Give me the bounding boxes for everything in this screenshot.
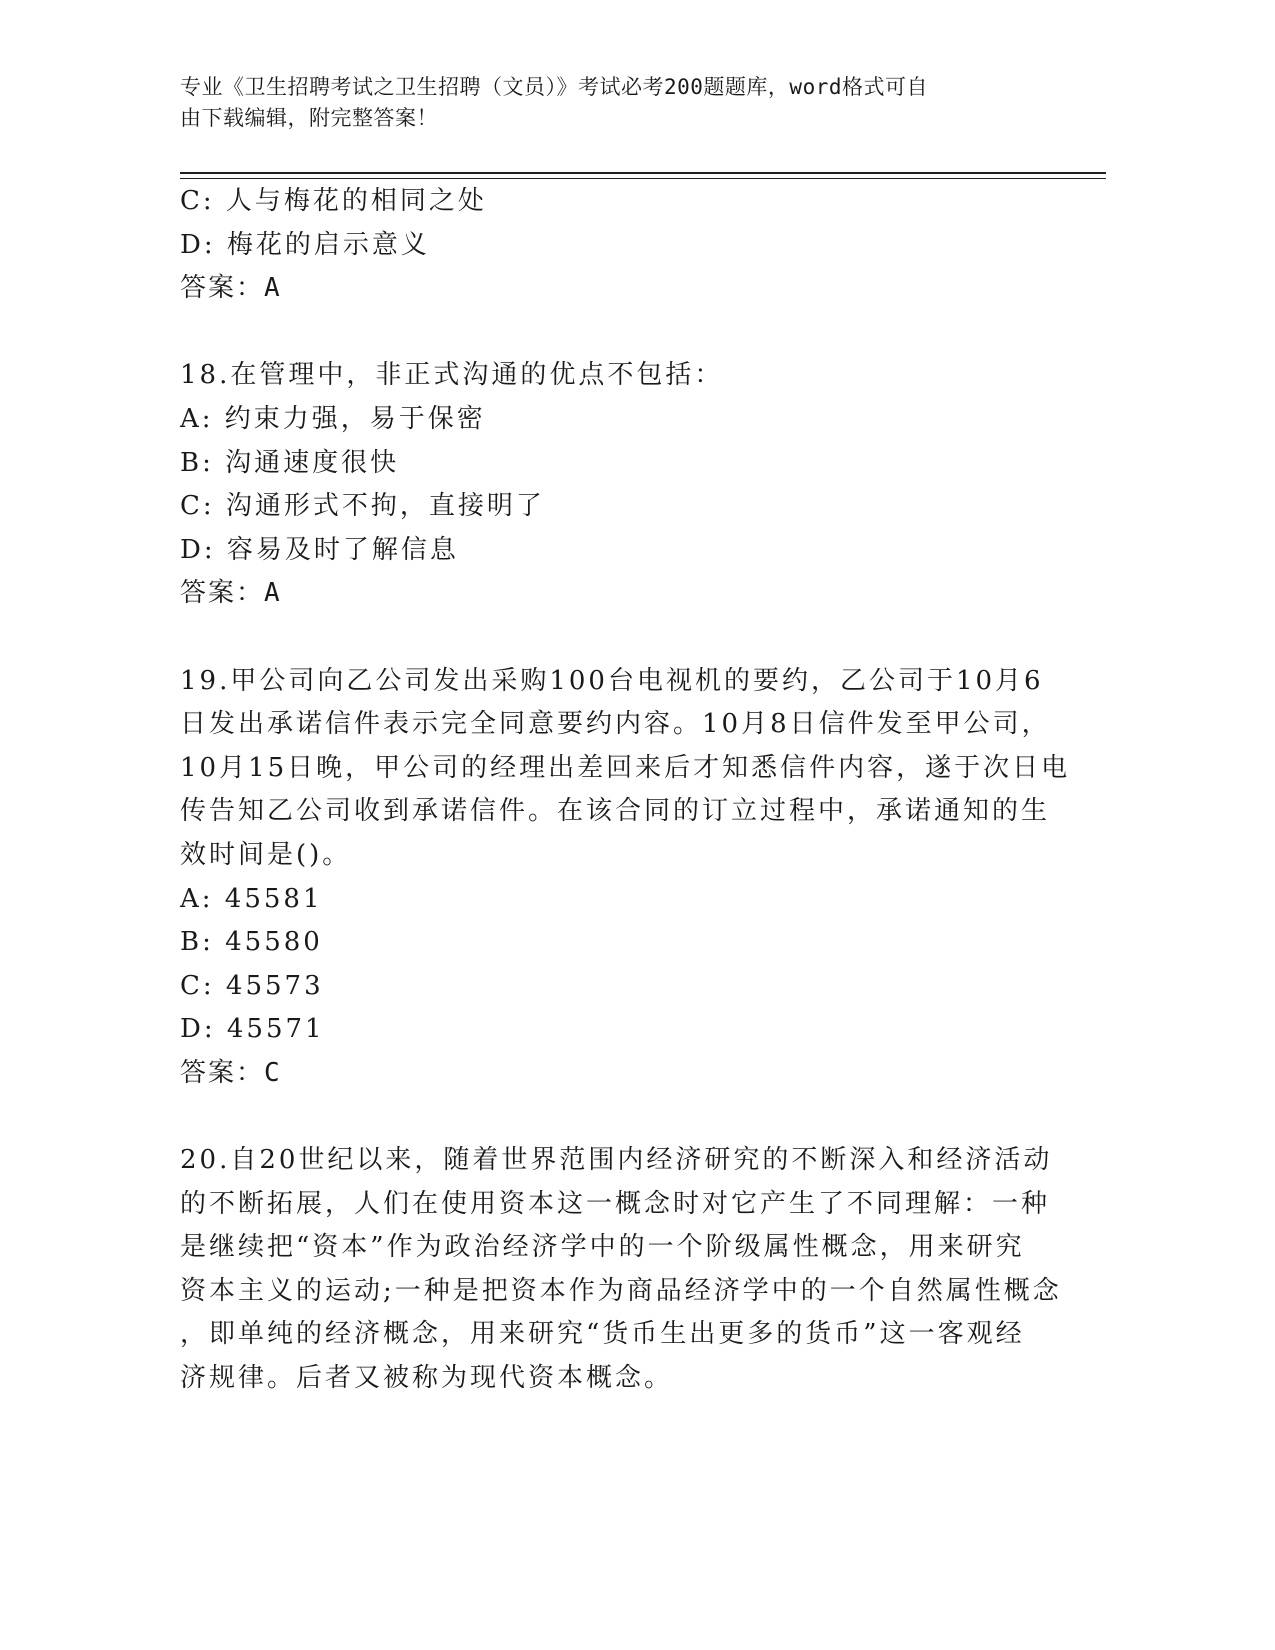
question-text: 18.在管理中，非正式沟通的优点不包括： (180, 360, 724, 391)
question-17-tail (180, 180, 1060, 311)
question-text-line: 10月15日晚，甲公司的经理出差回来后才知悉信件内容，遂于次日电 (180, 752, 1071, 783)
header-divider-thick (180, 172, 1106, 174)
option-b: B: 45580 (180, 927, 323, 958)
option-c: C: 沟通形式不拘，直接明了 (180, 491, 545, 522)
question-text-line: 济规律。后者又被称为现代资本概念。 (180, 1363, 674, 1394)
answer: 答案：A (180, 578, 282, 609)
option-c: C: 人与梅花的相同之处 (180, 186, 487, 216)
question-text-line: 传告知乙公司收到承诺信件。在该合同的订立过程中，承诺通知的生 (180, 796, 1051, 827)
question-text-line: 资本主义的运动;一种是把资本作为商品经济学中的一个自然属性概念 (180, 1275, 1062, 1306)
spacer (180, 616, 1060, 660)
option-d: D: 容易及时了解信息 (180, 534, 459, 565)
option-a: A: 45581 (180, 883, 323, 914)
document-header (180, 72, 1030, 134)
header-divider-thin (180, 178, 1106, 179)
question-text-line: ，即单纯的经济概念，用来研究“货币生出更多的货币”这一客观经 (180, 1319, 1025, 1350)
question-text-line: 效时间是()。 (180, 839, 352, 870)
question-text-line: 日发出承诺信件表示完全同意要约内容。10月8日信件发至甲公司， (180, 709, 1051, 740)
header-line-2: 由下载编辑，附完整答案！ (180, 106, 438, 130)
option-d: D: 45571 (180, 1014, 325, 1045)
document-body (180, 180, 1071, 1401)
question-18 (180, 354, 1060, 616)
answer: 答案：C (180, 1057, 282, 1088)
spacer (180, 1095, 1060, 1139)
question-text-line: 是继续把“资本”作为政治经济学中的一个阶级属性概念，用来研究 (180, 1232, 1025, 1263)
question-20 (180, 1139, 1060, 1401)
option-c: C: 45573 (180, 970, 324, 1001)
answer: 答案：A (180, 273, 282, 304)
question-text-line: 20.自20世纪以来，随着世界范围内经济研究的不断深入和经济活动 (180, 1145, 1053, 1176)
option-d: D: 梅花的启示意义 (180, 229, 430, 260)
option-a: A: 约束力强，易于保密 (180, 403, 486, 434)
question-19 (180, 660, 1071, 1096)
spacer (180, 311, 1060, 355)
question-text-line: 的不断拓展，人们在使用资本这一概念时对它产生了不同理解：一种 (180, 1188, 1051, 1219)
option-b: B: 沟通速度很快 (180, 447, 400, 478)
question-text-line: 19.甲公司向乙公司发出采购100台电视机的要约，乙公司于10月6 (180, 665, 1044, 696)
header-line-1: 专业《卫生招聘考试之卫生招聘（文员）》考试必考200题题库，word格式可自 (180, 75, 928, 99)
